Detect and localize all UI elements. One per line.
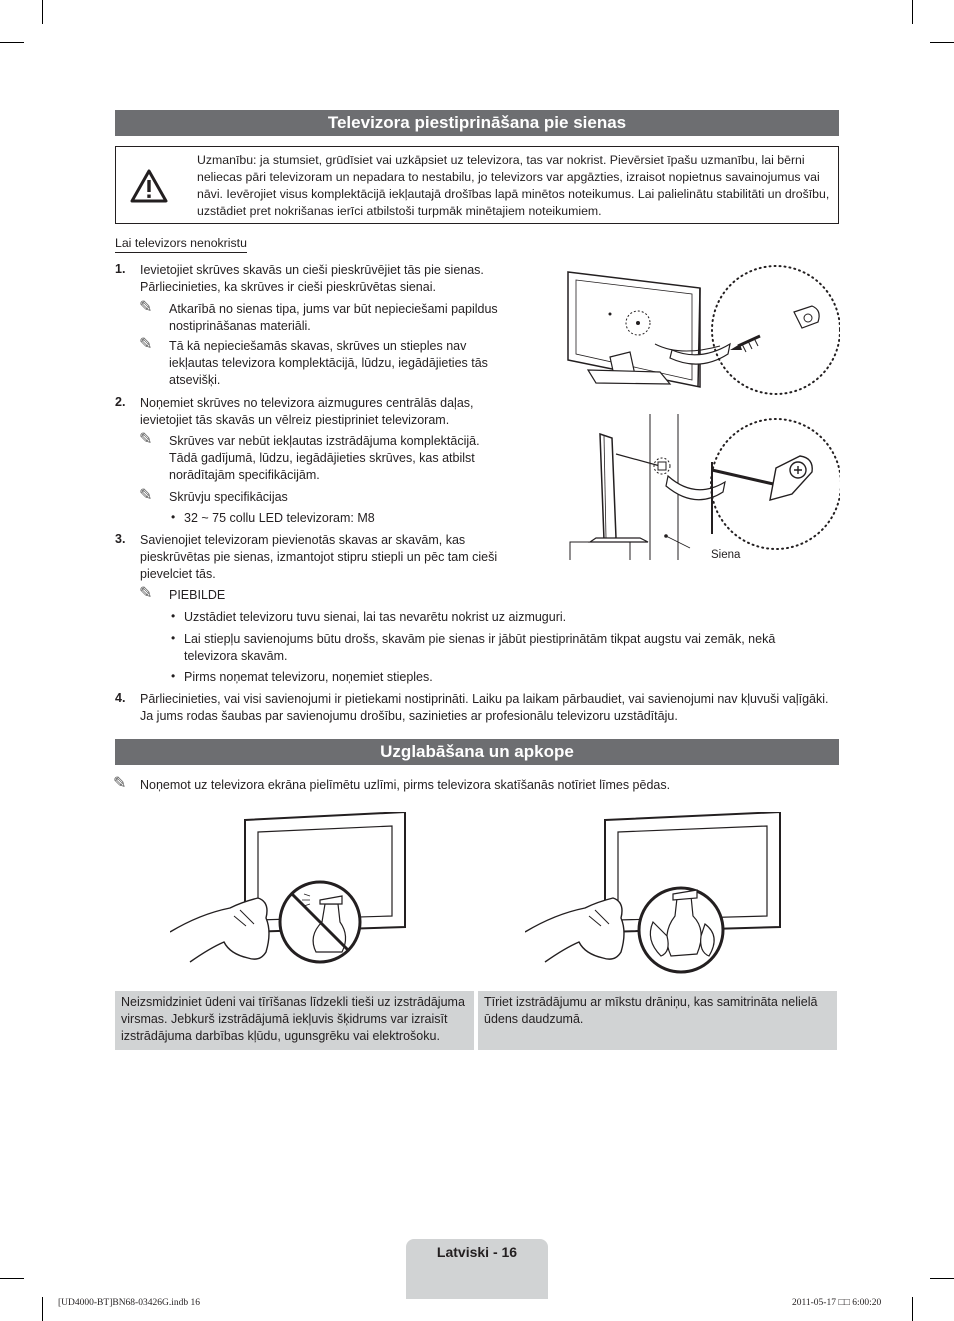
- step-number: 3.: [115, 532, 126, 546]
- crop-mark: [930, 42, 954, 43]
- bullet-text: 32 ~ 75 collu LED televizoram: M8: [184, 511, 375, 525]
- pencil-note-icon: ✎: [113, 775, 127, 792]
- wall-label: Siena: [711, 549, 741, 561]
- subheading-prevent-falling: Lai televizors nenokristu: [115, 236, 247, 253]
- crop-mark: [912, 0, 913, 24]
- note-text: Skrūvju specifikācijas: [169, 490, 288, 504]
- print-filename: [UD4000-BT]BN68-03426G.indb 16: [58, 1298, 200, 1308]
- step-text: Pārliecinieties, vai visi savienojumi ir pietiekami nostiprināti. Laiku pa laikam pārbaudiet, vai savienojumi nav kļuvuši vaļīgāki. Ja jums rodas šaubas par savienojumu drošību, sazinieties ar profesionālu televizoru uzstādītāju.: [140, 692, 829, 723]
- tv-bracket-illustration: [560, 262, 840, 402]
- crop-mark: [0, 1278, 24, 1279]
- bullet-marker: •: [171, 669, 176, 683]
- pencil-note-icon: ✎: [139, 299, 153, 316]
- crop-mark: [42, 1297, 43, 1321]
- pencil-note-icon: ✎: [139, 336, 153, 353]
- warning-label: Uzmanību: [197, 153, 254, 167]
- note-text: Atkarībā no sienas tipa, jums var būt nepieciešami papildus nostiprināšanas materiāli.: [169, 302, 498, 333]
- crop-mark: [930, 1278, 954, 1279]
- note-text: Tā kā nepieciešamās skavas, skrūves un stieples nav iekļautas televizora komplektācijā, lūdzu, iegādājieties tās atsevišķi.: [169, 339, 488, 387]
- cleaning-instruction-cell: Tīriet izstrādājumu ar mīkstu drāniņu, kas samitrināta nelielā ūdens daudzumā.: [478, 991, 837, 1050]
- pencil-note-icon: ✎: [139, 487, 153, 504]
- step-number: 2.: [115, 395, 126, 409]
- warning-body: : ja stumsiet, grūdīsiet vai uzkāpsiet uz televizora, tas var nokrist. Pievērsiet īpašu uzmanību, lai bērni neliecas pāri televizoram un nepadara to nestabilu, jo televizors var apgāzties, izraisot nopietnus savainojumus vai nāvi. Ievērojiet visus komplektācijā iekļautajā drošības lapā minētos noteikumus. Lai palielinātu stabilitāti un drošību, uzstādiet pret nokrišanas ierīci atbilstoši turpmāk minētajiem noteikumiem.: [197, 153, 830, 218]
- step-number: 1.: [115, 262, 126, 276]
- bullet-marker: •: [171, 609, 176, 623]
- step-text: Noņemiet skrūves no televizora aizmugures centrālās daļas, ievietojiet tās skavās un vēlreiz piestipriniet televizoram.: [140, 396, 474, 427]
- cleaning-warning-cell: Neizsmidziniet ūdeni vai tīrīšanas līdzekli tieši uz izstrādājuma virsmas. Jebkurš izstrādājumā iekļuvis šķidrums var izraisīt izstrādājuma darbības kļūdu, ugunsgrēku vai elektrošoku.: [115, 991, 474, 1050]
- crop-mark: [912, 1297, 913, 1321]
- tv-wall-wire-illustration: [560, 414, 840, 564]
- bullet-text: Pirms noņemat televizoru, noņemiet stieples.: [184, 670, 433, 684]
- warning-box: [115, 146, 839, 224]
- pencil-note-icon: ✎: [139, 431, 153, 448]
- section-title-wall-mount: Televizora piestiprināšana pie sienas: [115, 110, 839, 136]
- print-timestamp: 2011-05-17 □□ 6:00:20: [792, 1298, 882, 1308]
- note-text: Skrūves var nebūt iekļautas izstrādājuma komplektācijā. Tādā gadījumā, lūdzu, iegādājieties skrūves, kas atbilst norādītajām specifikācijām.: [169, 434, 480, 482]
- crop-mark: [0, 42, 24, 43]
- step-text: Savienojiet televizoram pievienotās skavas ar skavām, kas pieskrūvētas pie sienas, izmantojot stipru stiepli un pēc tam cieši pievelciet tās.: [140, 533, 498, 581]
- warning-triangle-icon: [130, 169, 168, 203]
- step-text: Ievietojiet skrūves skavās un cieši pieskrūvējiet tās pie sienas. Pārliecinieties, ka skrūves ir cieši pieskrūvētas sienai.: [140, 263, 484, 294]
- bullet-marker: •: [171, 631, 176, 645]
- step-number: 4.: [115, 691, 126, 705]
- note-heading: PIEBILDE: [169, 588, 226, 602]
- bullet-marker: •: [171, 510, 176, 524]
- note-text: Noņemot uz televizora ekrāna pielīmētu uzlīmi, pirms televizora skatīšanās notīriet līmes pēdas.: [140, 778, 671, 792]
- no-spray-illustration: [170, 812, 410, 982]
- section-title-storage-care: Uzglabāšana un apkope: [115, 739, 839, 765]
- cloth-clean-illustration: [525, 812, 785, 982]
- page-number: Latviski - 16: [436, 1244, 518, 1260]
- warning-text: [197, 152, 833, 220]
- bullet-text: Lai stiepļu savienojums būtu drošs, skavām pie sienas ir jābūt piestiprinātām tikpat augstu vai zemāk, nekā televizora skavām.: [184, 632, 776, 663]
- pencil-note-icon: ✎: [139, 585, 153, 602]
- crop-mark: [42, 0, 43, 24]
- bullet-text: Uzstādiet televizoru tuvu sienai, lai tas nevarētu nokrist uz aizmuguri.: [184, 610, 567, 624]
